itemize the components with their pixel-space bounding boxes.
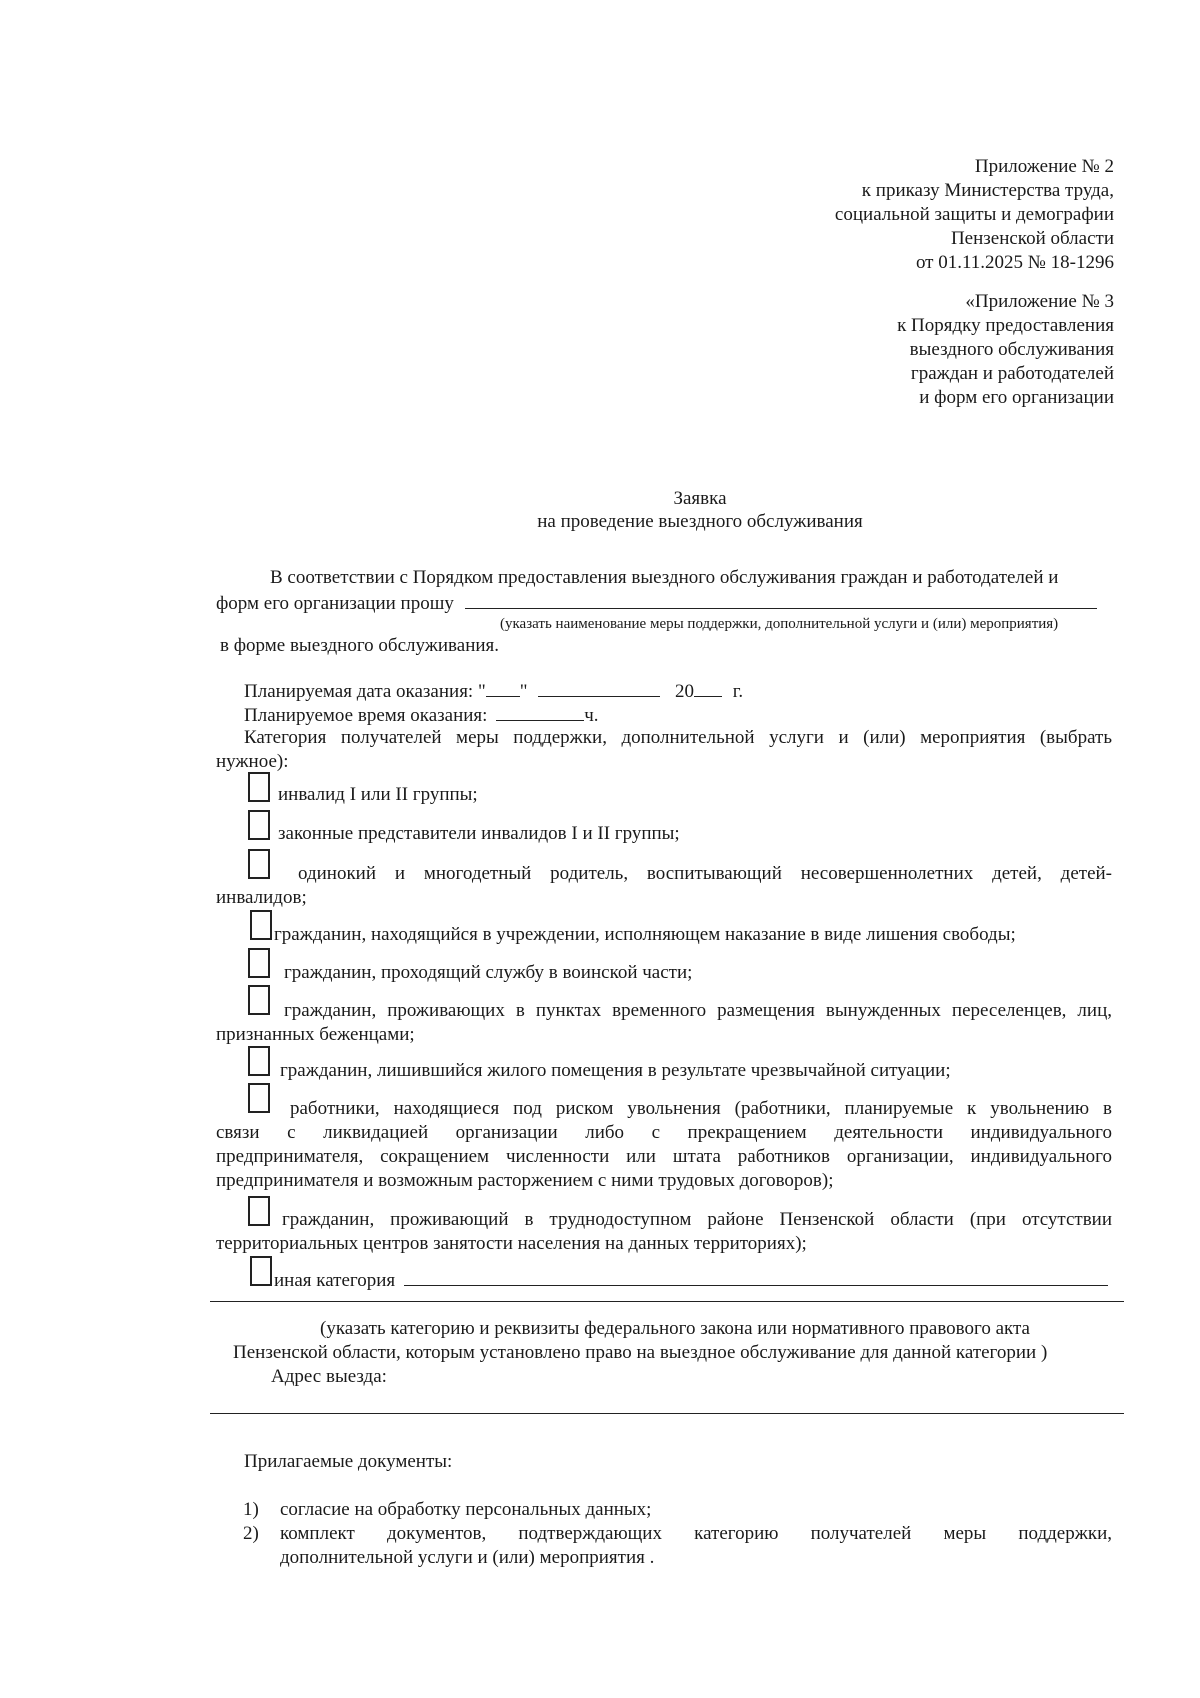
category-checkbox[interactable] xyxy=(248,1083,270,1113)
category-checkbox[interactable] xyxy=(248,948,270,978)
document-subtitle: на проведение выездного обслуживания xyxy=(537,511,863,532)
other-category-hint-line-1: (указать категорию и реквизиты федерального закона или нормативного правового акта xyxy=(320,1318,1030,1339)
planned-time-field[interactable] xyxy=(496,702,584,721)
category-option-label-cont: предпринимателя и возможным расторжением с ними трудовых договоров); xyxy=(216,1170,834,1191)
category-checkbox[interactable] xyxy=(248,772,270,802)
appendix-2-line: Приложение № 2 xyxy=(974,156,1114,177)
support-measure-hint: (указать наименование меры поддержки, дополнительной услуги и (или) мероприятия) xyxy=(500,616,1059,632)
category-option-label: гражданин, проживающий в труднодоступном районе Пензенской области (при отсутствии xyxy=(282,1209,1112,1230)
category-option-label: гражданин, проходящий службу в воинской части; xyxy=(284,962,693,983)
category-checkbox[interactable] xyxy=(248,1046,270,1076)
appendix-3-line: выездного обслуживания xyxy=(909,339,1114,360)
planned-date-label: Планируемая дата оказания: " xyxy=(244,681,486,702)
planned-date-suffix: г. xyxy=(732,681,744,702)
category-option-label: гражданин, лишившийся жилого помещения в результате чрезвычайной ситуации; xyxy=(280,1060,951,1081)
planned-date-quote: " xyxy=(519,681,528,702)
category-option-label: гражданин, находящийся в учреждении, исполняющем наказание в виде лишения свободы; xyxy=(274,924,1016,945)
appendix-2-line: к приказу Министерства труда, xyxy=(861,180,1114,201)
category-heading-line-1: Категория получателей меры поддержки, дополнительной услуги и (или) мероприятия (выбрать xyxy=(244,727,1112,748)
category-option-label-cont: связи с ликвидацией организации либо с прекращением деятельности индивидуального xyxy=(216,1122,1112,1143)
appendix-2-line: Пензенской области xyxy=(950,228,1114,249)
category-checkbox[interactable] xyxy=(248,1196,270,1226)
category-checkbox[interactable] xyxy=(250,1256,272,1286)
category-option-label: работники, находящиеся под риском увольнения (работники, планируемые к увольнению в xyxy=(290,1098,1112,1119)
category-option-label: иная категория xyxy=(274,1270,396,1291)
appendix-2-header xyxy=(835,155,1114,275)
other-category-row xyxy=(274,1267,1108,1293)
divider xyxy=(210,1301,1124,1302)
appendix-3-line: граждан и работодателей xyxy=(910,363,1114,384)
category-option-label-cont: инвалидов; xyxy=(216,887,307,908)
category-checkbox[interactable] xyxy=(250,910,272,940)
category-option-label-cont: предпринимателя, сокращением численности или штата работников организации, индивидуального xyxy=(216,1146,1112,1167)
attached-item-number: 2) xyxy=(243,1523,259,1544)
appendix-3-line: и форм его организации xyxy=(919,387,1114,408)
category-checkbox[interactable] xyxy=(248,810,270,840)
category-option-label-cont: признанных беженцами; xyxy=(216,1024,415,1045)
planned-time-label: Планируемое время оказания: xyxy=(244,705,488,726)
category-option-label-cont: территориальных центров занятости населения на данных территориях); xyxy=(216,1233,807,1254)
appendix-3-line: к Порядку предоставления xyxy=(897,315,1114,336)
intro-line-3: в форме выездного обслуживания. xyxy=(220,635,500,656)
category-option-label: одинокий и многодетный родитель, воспитывающий несовершеннолетних детей, детей- xyxy=(298,863,1112,884)
attached-item-text: комплект документов, подтверждающих категорию получателей меры поддержки, xyxy=(280,1523,1112,1544)
address-label: Адрес выезда: xyxy=(271,1366,387,1387)
intro-line-1: В соответствии с Порядком предоставления выездного обслуживания граждан и работодателей и xyxy=(270,567,1059,588)
planned-time-row xyxy=(244,702,599,728)
planned-date-row xyxy=(244,678,743,704)
planned-day-field[interactable] xyxy=(486,678,520,697)
appendix-3-header xyxy=(897,290,1114,410)
attached-item-number: 1) xyxy=(243,1499,259,1520)
planned-time-suffix: ч. xyxy=(584,705,599,726)
appendix-2-line: от 01.11.2025 № 18-1296 xyxy=(915,252,1114,273)
category-checkbox[interactable] xyxy=(248,985,270,1015)
category-option-label: инвалид I или II группы; xyxy=(278,784,478,805)
attached-documents-label: Прилагаемые документы: xyxy=(244,1451,453,1472)
address-field[interactable] xyxy=(210,1413,1124,1414)
intro-request-label: форм его организации прошу xyxy=(216,593,454,614)
category-checkbox[interactable] xyxy=(248,849,270,879)
planned-year-field[interactable] xyxy=(694,678,722,697)
planned-month-field[interactable] xyxy=(538,678,660,697)
other-category-hint-line-2: Пензенской области, которым установлено право на выездное обслуживание для данной категории ) xyxy=(233,1342,1048,1363)
other-category-field[interactable] xyxy=(404,1267,1108,1286)
appendix-3-line: «Приложение № 3 xyxy=(965,291,1114,312)
appendix-2-line: социальной защиты и демографии xyxy=(834,204,1114,225)
category-option-label: законные представители инвалидов I и II группы; xyxy=(278,823,680,844)
planned-year-prefix: 20 xyxy=(675,681,694,702)
attached-item-text: согласие на обработку персональных данных; xyxy=(280,1499,652,1520)
support-measure-field[interactable] xyxy=(465,590,1097,609)
category-option-label: гражданин, проживающих в пунктах временного размещения вынужденных переселенцев, лиц, xyxy=(284,1000,1112,1021)
attached-item-text-cont: дополнительной услуги и (или) мероприятия . xyxy=(280,1547,655,1568)
document-title: Заявка xyxy=(673,488,727,509)
category-heading-line-2: нужное): xyxy=(216,751,289,772)
